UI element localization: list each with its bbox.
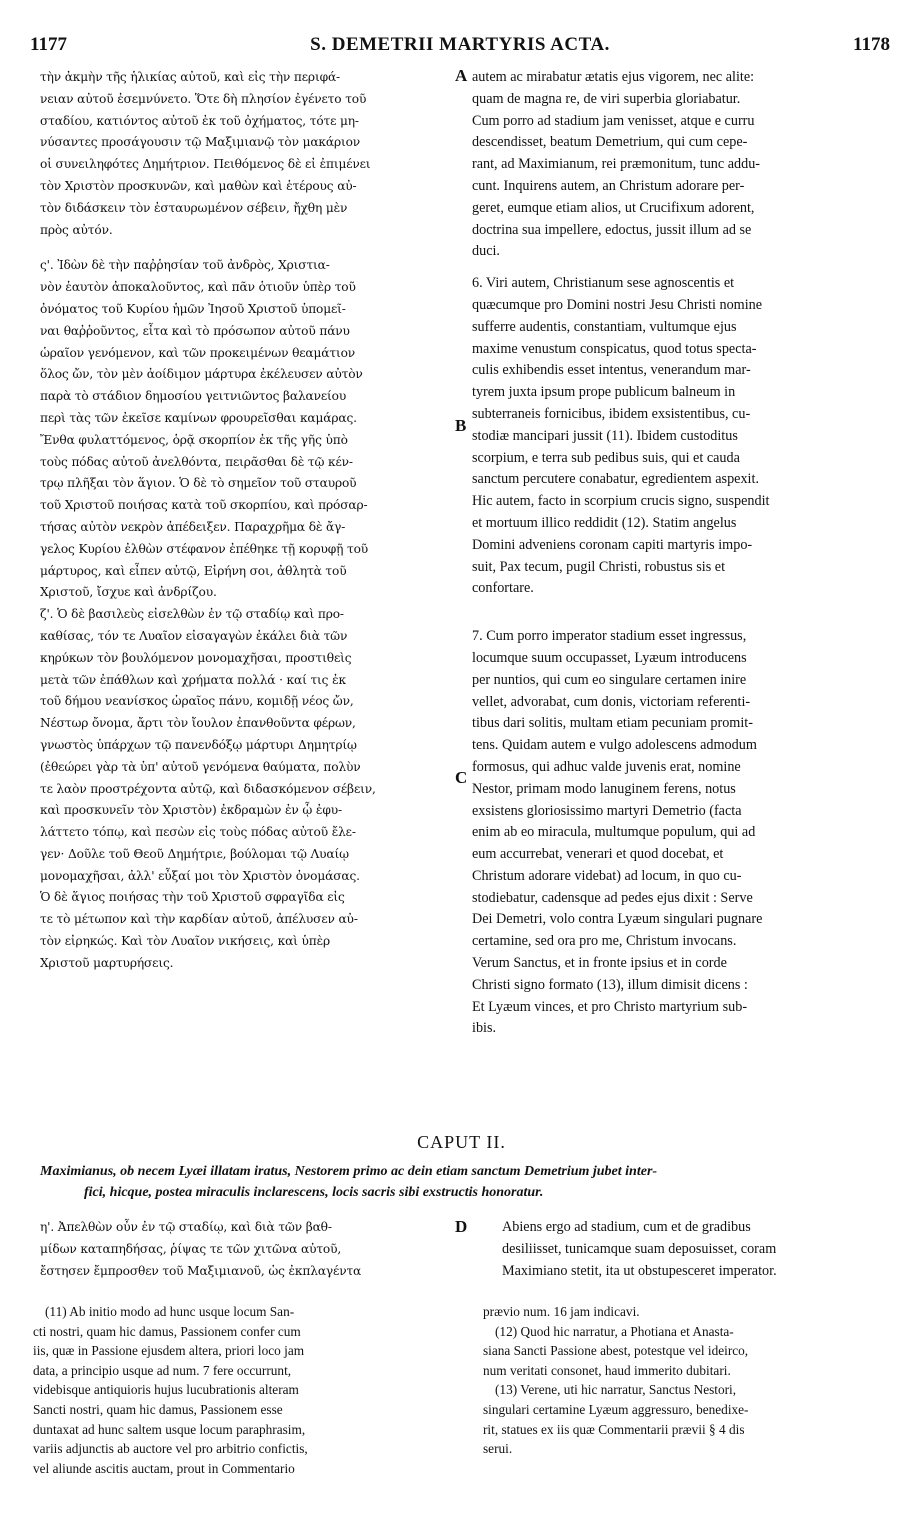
text-line: ὡραῖον γενόμενον, καὶ τῶν προκειμένων θεαμάτιον	[40, 345, 356, 360]
summary-line: fici, hicque, postea miraculis inclarescens, locis sacris sibi exstructis honoratur.	[84, 1185, 544, 1200]
footnote-line: rit, statues ex iis quæ Commentarii prævii § 4 dis	[483, 1421, 745, 1437]
footnotes-left	[33, 1302, 453, 1478]
text-line: λάττετο τόπῳ, καὶ πεσὼν εἰς τοὺς πόδας αὐτοῦ ἔλε-	[40, 825, 356, 840]
margin-letter-b: B	[455, 416, 467, 435]
footnote-line: variis adjunctis ab auctore vel pro arbitrio confictis,	[33, 1441, 308, 1457]
text-line: μίδων καταπηδήσας, ῥίψας τε τῶν χιτῶνα αὐτοῦ,	[40, 1241, 342, 1256]
text-line: rant, ad Maximianum, rei præmonitum, tunc addu-	[472, 156, 761, 173]
latin-column	[472, 67, 888, 1040]
text-line: stodiebatur, cadensque ad pedes ejus dixit : Serve	[472, 889, 753, 906]
summary-line: Maximianus, ob necem Lyæi illatam iratus, Nestorem primo ac dein etiam sanctum Demetrium jubet inter-	[40, 1164, 658, 1179]
text-line: subterraneis fornicibus, ibidem exsistentibus, cu-	[472, 405, 751, 422]
text-line: τοῦ Χριστοῦ ποιήσας κατὰ τοῦ σκορπίου, καὶ πρόσαρ-	[40, 498, 368, 513]
text-line: scorpium, e terra sub pedibus suis, qui et cauda	[472, 449, 740, 466]
footnote-line: (12) Quod hic narratur, a Photiana et Anasta-	[495, 1323, 734, 1339]
text-line: Christi signo formato (13), illum dimisit dicens :	[472, 976, 748, 993]
page-number-left: 1177	[30, 34, 67, 55]
text-line: duci.	[472, 243, 500, 260]
footnote-line: videbisque antiquioris hujus lucubrationis alteram	[33, 1382, 299, 1398]
text-line: geret, eumque etiam alios, ut Crucifixum adorent,	[472, 199, 755, 216]
text-line: τοὺς πόδας αὐτοῦ ἀνελθόντα, πειρᾶσθαι δὲ τῷ κέν-	[40, 454, 353, 469]
text-line: τὴν ἀκμὴν τῆς ἡλικίας αὐτοῦ, καὶ εἰς τὴν περιφά-	[40, 70, 340, 84]
text-line: quam de magna re, de viri superbia gloriabatur.	[472, 90, 741, 107]
greek-paragraph-1	[40, 67, 460, 241]
footnote-line: iis, quæ in Passione ejusdem altera, priori loco jam	[33, 1343, 305, 1359]
chapter-summary	[40, 1161, 890, 1203]
text-line: Cum porro ad stadium jam venisset, atque e curru	[472, 112, 755, 129]
footnote-line: (13) Verene, uti hic narratur, Sanctus Nestori,	[495, 1382, 737, 1398]
text-line: certamine, sed ora pro me, Christum invocans.	[472, 933, 737, 950]
text-line: doctrina sua impellere, edoctus, jussit illum ad se	[472, 221, 752, 238]
text-line: πρὸς αὐτόν.	[40, 222, 113, 237]
text-line: τρῳ πλῆξαι τὸν ἅγιον. Ὁ δὲ τὸ σημεῖον τοῦ σταυροῦ	[40, 476, 357, 491]
text-line: stodiæ mancipari jussit (11). Ibidem custoditus	[472, 427, 738, 444]
text-line: οἱ συνειληφότες Δημήτριον. Πειθόμενος δὲ εἰ ἐπιμένει	[40, 157, 371, 172]
running-head: S. DEMETRII MARTYRIS ACTA.	[310, 34, 610, 55]
text-line: tyrem juxta ipsum prope publicum balneum in	[472, 384, 736, 401]
text-line: Νέστωρ ὄνομα, ἄρτι τὸν ἴουλον ἐπανθοῦντα φέρων,	[40, 716, 356, 731]
text-line: καὶ προσκυνεῖν τὸν Χριστὸν) ἐκδραμὼν ἐν ᾧ ἐφυ-	[40, 803, 342, 818]
text-line: (ἐθεώρει γὰρ τὰ ὑπ' αὐτοῦ γενόμενα θαύματα, πολὺν	[40, 759, 361, 774]
text-line: locumque suum occupasset, Lyæum introducens	[472, 649, 747, 666]
text-line: cunt. Inquirens autem, an Christum adorare per-	[472, 177, 745, 194]
latin-paragraph-6	[472, 273, 888, 600]
footnote-line: duntaxat ad hunc saltem usque locum paraphrasim,	[33, 1421, 306, 1437]
text-line: sanctum percutere conabatur, egredientem aspexit.	[472, 471, 759, 488]
text-line: ὀνόματος τοῦ Κυρίου ἡμῶν Ἰησοῦ Χριστοῦ ὑπομεῖ-	[40, 301, 346, 316]
text-line: νύσαντες προσάγουσιν τῷ Μαξιμιανῷ τὸν μακάριον	[40, 135, 361, 150]
text-line: ibis.	[472, 1020, 497, 1037]
text-line: κηρύκων τὸν βουλόμενον μονομαχῆσαι, προστιθεὶς	[40, 650, 352, 665]
footnote-line: Sancti nostri, quam hic damus, Passionem esse	[33, 1401, 283, 1417]
latin-paragraph-8	[472, 1217, 888, 1282]
margin-letter-c: C	[455, 768, 468, 787]
text-line: tibus dari solitis, multam etiam pecuniam promit-	[472, 715, 753, 732]
page-header	[30, 34, 890, 60]
greek-column	[40, 67, 460, 975]
text-line: culis exhibendis esset intentus, venerandum mar-	[472, 362, 751, 379]
greek-paragraph-7	[40, 604, 460, 975]
text-line: τὸν εἰρηκώς. Καὶ τὸν Λυαῖον νικήσεις, καὶ ὑπὲρ	[40, 934, 331, 949]
text-line: Ἔνθα φυλαττόμενος, ὁρᾷ σκορπίον ἐκ τῆς γῆς ὑπὸ	[40, 432, 348, 447]
text-line: γνωστὸς ὑπάρχων τῷ πανενδόξῳ μάρτυρι Δημητρίῳ	[40, 737, 357, 752]
text-line: μετὰ τῶν ἐπάθλων καὶ χρήματα πολλά · καί τις ἐκ	[40, 672, 346, 687]
text-line: παρὰ τὸ στάδιον δημοσίου γειτνιῶντος βαλανείου	[40, 389, 347, 404]
text-line: ζ'. Ὁ δὲ βασιλεὺς εἰσελθὼν ἐν τῷ σταδίῳ καὶ προ-	[40, 607, 344, 622]
footnote-line: singulari certamine Lyæum aggressuro, benedixe-	[483, 1401, 749, 1417]
text-line: τοῦ δήμου νεανίσκος ὡραῖος πάνυ, κομιδῇ νέος ὤν,	[40, 694, 354, 709]
footnote-line: data, a principio usque ad num. 7 fere occurrunt,	[33, 1362, 292, 1378]
text-line: ἔστησεν ἔμπροσθεν τοῦ Μαξιμιανοῦ, ὡς ἐκπλαγέντα	[40, 1263, 362, 1278]
chapter-title: CAPUT II.	[417, 1132, 506, 1152]
text-line: suit, Pax tecum, pugil Christi, robustus sis et	[472, 558, 726, 575]
text-line: ναι θαῤῥοῦντος, εἶτα καὶ τὸ πρόσωπον αὐτοῦ πάνυ	[40, 323, 350, 338]
text-line: τε λαὸν προστρέχοντα αὐτῷ, καὶ διδασκόμενον σέβειν,	[40, 781, 376, 796]
text-line: Abiens ergo ad stadium, cum et de gradibus	[502, 1219, 751, 1235]
footnote-line: serui.	[483, 1441, 513, 1457]
footnote-line: siana Sancti Passione abest, potestque vel ideirco,	[483, 1343, 749, 1359]
text-line: Maximiano stetit, ita ut obstupesceret imperator.	[502, 1262, 777, 1279]
text-line: τὸν διδάσκειν τὸν ἐσταυρωμένον σέβειν, ἤχθη μὲν	[40, 200, 348, 215]
text-line: Hic autem, facto in scorpium crucis signo, suspendit	[472, 493, 770, 510]
text-line: ὅλος ὤν, τὸν μὲν ἀοίδιμον μάρτυρα ἐκέλευσεν αὐτὸν	[40, 367, 363, 382]
text-line: confortare.	[472, 580, 534, 597]
text-line: μάρτυρος, καὶ εἶπεν αὐτῷ, Εἰρήνη σοι, ἀθλητὰ τοῦ	[40, 563, 347, 578]
text-line: Et Lyæum vinces, et pro Christo martyrium sub-	[472, 998, 748, 1015]
text-line: καθίσας, τόν τε Λυαῖον εἰσαγαγὼν ἐκάλει διὰ τῶν	[40, 628, 348, 643]
text-line: τήσας αὐτὸν νεκρὸν ἀπέδειξεν. Παραχρῆμα δὲ ἄγ-	[40, 519, 346, 534]
text-line: 6. Viri autem, Christianum sese agnoscentis et	[472, 275, 735, 292]
text-line: descendisset, beatum Demetrium, qui cum cepe-	[472, 134, 748, 151]
latin-paragraph-7	[472, 626, 888, 1040]
text-line: formosus, qui adhuc valde juvenis erat, nomine	[472, 758, 741, 775]
text-line: τὸν Χριστὸν προσκυνῶν, καὶ μαθὼν καὶ ἑτέρους αὐ-	[40, 178, 357, 193]
text-line: τε τὸ μέτωπον καὶ τὴν καρδίαν αὐτοῦ, ἀπέλυσεν αὐ-	[40, 912, 358, 927]
text-line: Ὁ δὲ ἅγιος ποιήσας τὴν τοῦ Χριστοῦ σφραγῖδα εἰς	[40, 890, 345, 905]
text-line: 7. Cum porro imperator stadium esset ingressus,	[472, 628, 747, 645]
greek-paragraph-8	[40, 1217, 460, 1282]
text-line: περὶ τὰς τῶν ἐκεῖσε καμίνων φρουρεῖσθαι καμάρας.	[40, 410, 357, 425]
greek-paragraph-6	[40, 255, 460, 604]
footnote-line: num veritati consonet, haud immerito dubitari.	[483, 1362, 731, 1378]
text-line: Christum adorare videbat) ad locum, in quo cu-	[472, 867, 742, 884]
text-line: νειαν αὐτοῦ ἐσεμνύνετο. Ὅτε δὴ πλησίον ἐγένετο τοῦ	[40, 91, 367, 106]
text-line: per nuntios, qui cum eo singulare certamen inire	[472, 671, 747, 688]
text-line: eum accurrebat, venerari et quod docebat, et	[472, 846, 724, 863]
text-line: et mortuum illico reddidit (12). Statim angelus	[472, 514, 737, 531]
latin-paragraph-1	[472, 67, 888, 263]
text-line: νὸν ἑαυτὸν ἀποκαλοῦντος, καὶ πᾶν ὁτιοῦν ὑπὲρ τοῦ	[40, 280, 356, 295]
text-line: Dei Demetri, volo contra Lyæum singulari pugnare	[472, 911, 763, 928]
text-line: Χριστοῦ μαρτυρήσεις.	[40, 955, 174, 970]
text-line: quæcumque pro Domini nostri Jesu Christi nomine	[472, 296, 763, 313]
text-line: ς'. Ἰδὼν δὲ τὴν παῤῥησίαν τοῦ ἀνδρὸς, Χριστια-	[40, 258, 330, 273]
text-line: Nestor, primam modo lanuginem ferens, notus	[472, 780, 736, 797]
footnote-line: vel aliunde ascitis auctam, prout in Commentario	[33, 1460, 295, 1476]
text-line: γεν· Δοῦλε τοῦ Θεοῦ Δημήτριε, βούλομαι τῷ Λυαίῳ	[40, 846, 349, 861]
text-line: exsistens gloriosissimo martyri Demetrio (facta	[472, 802, 742, 819]
text-line: vellet, advorabat, cum donis, victoriam referenti-	[472, 693, 751, 710]
margin-letter-d: D	[455, 1217, 468, 1236]
footnote-line: cti nostri, quam hic damus, Passionem confer cum	[33, 1323, 301, 1339]
text-line: tens. Quidam autem e vulgo adolescens admodum	[472, 737, 757, 754]
footnote-line: prævio num. 16 jam indicavi.	[483, 1304, 640, 1319]
text-line: maxime venustum conspicatus, quod totus specta-	[472, 340, 757, 357]
footnotes-right	[483, 1302, 893, 1459]
text-line: autem ac mirabatur ætatis ejus vigorem, nec alite:	[472, 69, 755, 85]
page-number-right: 1178	[853, 34, 890, 55]
margin-letter-a: A	[455, 66, 468, 85]
text-line: Domini adveniens coronam capiti martyris impo-	[472, 536, 753, 553]
footnote-line: (11) Ab initio modo ad hunc usque locum San-	[45, 1304, 295, 1319]
text-line: η'. Ἀπελθὼν οὖν ἐν τῷ σταδίῳ, καὶ διὰ τῶν βαθ-	[40, 1220, 332, 1234]
text-line: μονομαχῆσαι, ἀλλ' εὖξαί μοι τὸν Χριστὸν ὀνομάσας.	[40, 868, 360, 883]
text-line: Χριστοῦ, ἴσχυε καὶ ἀνδρίζου.	[40, 585, 217, 600]
text-line: Verum Sanctus, et in fronte ipsius et in corde	[472, 955, 727, 972]
text-line: γελος Κυρίου ἐλθὼν στέφανον ἐπέθηκε τῇ κορυφῇ τοῦ	[40, 541, 369, 556]
text-line: σταδίου, κατιόντος αὐτοῦ ἐκ τοῦ ὀχήματος, τότε μη-	[40, 113, 359, 128]
text-line: sufferre audentis, constantiam, vultumque ejus	[472, 318, 737, 335]
text-line: enim ab eo miracula, multumque populum, qui ad	[472, 824, 756, 841]
text-line: desiliisset, tunicamque suam deposuisset, coram	[502, 1240, 777, 1257]
